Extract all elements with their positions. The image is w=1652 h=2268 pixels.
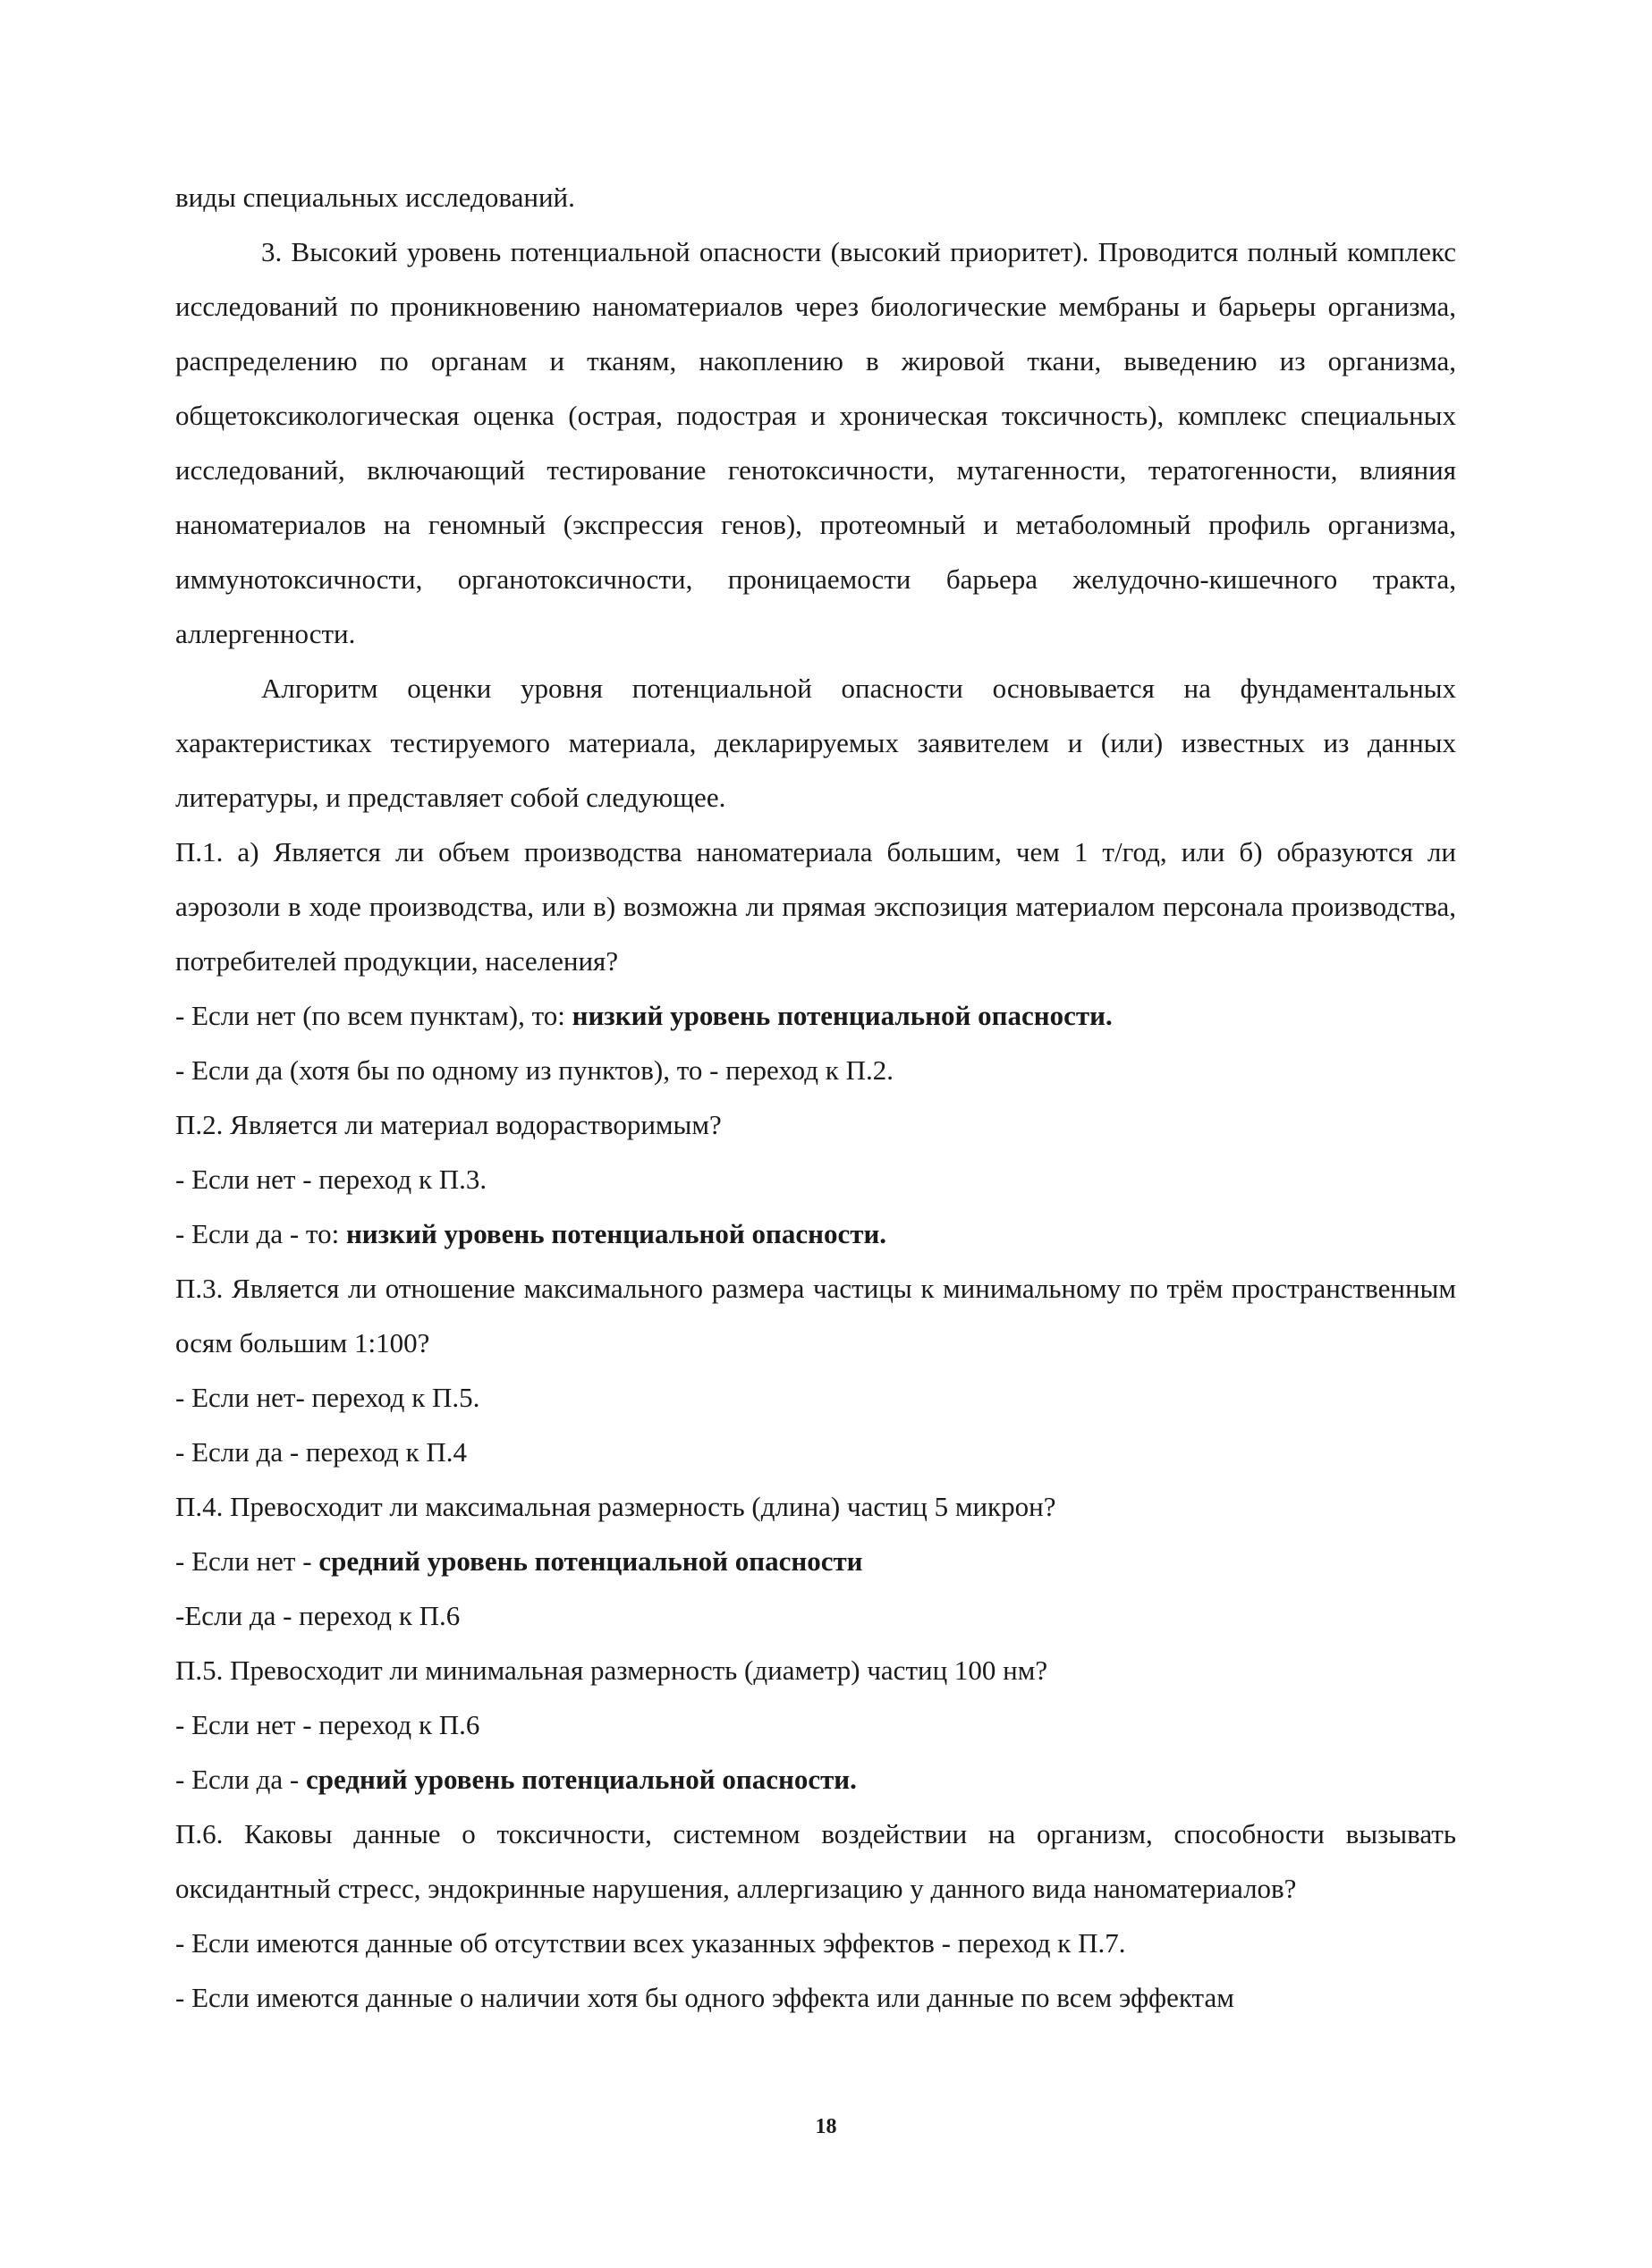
answer-p4-no [175, 1534, 1456, 1588]
answer-result: низкий уровень потенциальной опасности. [345, 1218, 887, 1249]
answer-result: средний уровень потенциальной опасности [318, 1545, 863, 1577]
question-p3: П.3. Является ли отношение максимального размера частицы к минимальному по трём пространственным осям большим 1:100? [175, 1273, 1456, 1358]
answer-text: - Если да - то: [175, 1218, 346, 1249]
answer-p3-no: - Если нет- переход к П.5. [175, 1382, 480, 1413]
question-p1: П.1. а) Является ли объем производства наноматериала большим, чем 1 т/год, или б) образуются ли аэрозоли в ходе производства, или в) возможна ли прямая экспозиция материалом персонала производства, потребителей продукции, населения? [175, 836, 1456, 977]
page-number: 18 [815, 2115, 837, 2138]
answer-p4-yes: -Если да - переход к П.6 [175, 1600, 461, 1631]
answer-text: - Если нет - [175, 1545, 319, 1577]
answer-result: низкий уровень потенциальной опасности. [572, 1000, 1113, 1031]
paragraph-algorithm: Алгоритм оценки уровня потенциальной опасности основывается на фундаментальных характеристиках тестируемого материала, декларируемых заявителем и (или) известных из данных литературы, и представляет собой следующее. [175, 673, 1456, 813]
answer-p3-yes: - Если да - переход к П.4 [175, 1436, 468, 1468]
answer-result: средний уровень потенциальной опасности. [305, 1764, 857, 1795]
question-p4: П.4. Превосходит ли максимальная размерность (длина) частиц 5 микрон? [175, 1491, 1056, 1522]
answer-text: - Если да - [175, 1764, 306, 1795]
answer-p5-no: - Если нет - переход к П.6 [175, 1709, 480, 1740]
question-p5: П.5. Превосходит ли минимальная размерность (диаметр) частиц 100 нм? [175, 1654, 1048, 1686]
answer-p2-no: - Если нет - переход к П.3. [175, 1164, 487, 1195]
answer-p5-yes [175, 1752, 1456, 1807]
answer-p1-no [175, 988, 1456, 1043]
answer-p6-effects: - Если имеются данные о наличии хотя бы одного эффекта или данные по всем эффектам [175, 1982, 1234, 2013]
answer-p1-yes: - Если да (хотя бы по одному из пунктов), то - переход к П.2. [175, 1054, 894, 1086]
question-p6: П.6. Каковы данные о токсичности, системном воздействии на организм, способности вызывать оксидантный стресс, эндокринные нарушения, аллергизацию у данного вида наноматериалов? [175, 1818, 1456, 1904]
answer-p6-no-effects: - Если имеются данные об отсутствии всех указанных эффектов - переход к П.7. [175, 1927, 1126, 1959]
document-page [175, 170, 1456, 2227]
paragraph-high-level: 3. Высокий уровень потенциальной опасности (высокий приоритет). Проводится полный комплекс исследований по проникновению наноматериалов через биологические мембраны и барьеры организма, распределению по органам и тканям, накоплению в жировой ткани, выведению из организма, общетоксикологическая оценка (острая, подострая и хроническая токсичность), комплекс специальных исследований, включающий тестирование генотоксичности, мутагенности, тератогенности, влияния наноматериалов на геномный (экспрессия генов), протеомный и метаболомный профиль организма, иммунотоксичности, органотоксичности, проницаемости барьера желудочно-кишечного тракта, аллергенности. [175, 236, 1456, 649]
answer-text: - Если нет (по всем пунктам), то: [175, 1000, 572, 1031]
text-line: виды специальных исследований. [175, 182, 575, 213]
question-p2: П.2. Является ли материал водорастворимым? [175, 1109, 722, 1140]
answer-p2-yes [175, 1206, 1456, 1261]
